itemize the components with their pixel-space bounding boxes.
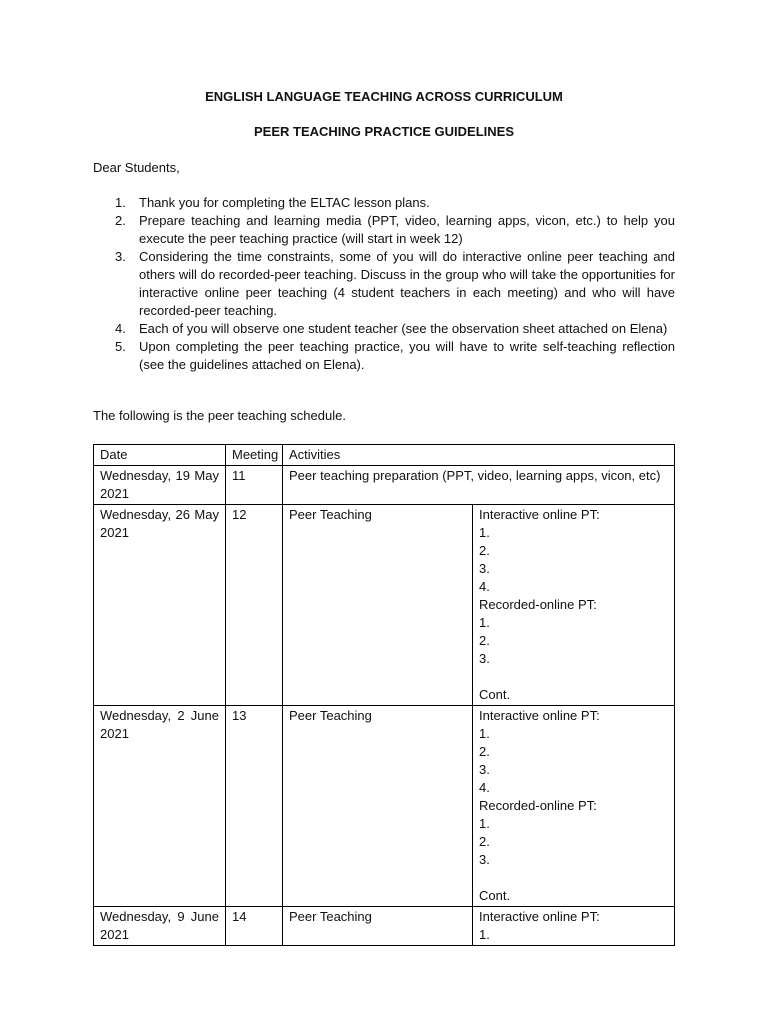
row-meeting: 14 <box>226 907 283 946</box>
step-text: Each of you will observe one student teacher (see the observation sheet attached on Elena) <box>139 321 668 336</box>
list-item <box>93 320 675 338</box>
header-meeting: Meeting <box>226 445 283 466</box>
interactive-pt-label: Interactive online PT: <box>479 909 600 924</box>
salutation: Dear Students, <box>93 160 180 175</box>
step-number: 4. <box>115 321 126 336</box>
recorded-pt-label: Recorded-online PT: <box>479 798 597 813</box>
row-date: Wednesday, 2 June 2021 <box>94 706 226 907</box>
slot-number: 1. <box>479 615 490 630</box>
slot-number: 3. <box>479 852 490 867</box>
blank-line <box>479 668 668 686</box>
list-item <box>93 338 675 374</box>
row-activity: Peer teaching preparation (PPT, video, learning apps, vicon, etc) <box>283 466 675 505</box>
step-text: Upon completing the peer teaching practice, you will have to write self-teaching reflection (see the guidelines attached on Elena). <box>139 339 675 372</box>
cont-label: Cont. <box>479 687 511 702</box>
row-meeting: 13 <box>226 706 283 907</box>
slot-number: 2. <box>479 543 490 558</box>
list-item <box>93 212 675 248</box>
slot-number: 3. <box>479 651 490 666</box>
table-row <box>94 466 675 505</box>
table-row <box>94 706 675 907</box>
schedule-table <box>93 444 675 946</box>
slot-number: 1. <box>479 927 490 942</box>
step-text: Thank you for completing the ELTAC lesson plans. <box>139 195 430 210</box>
pt-assignment-cell <box>473 505 675 706</box>
header-activities: Activities <box>283 445 675 466</box>
step-number: 3. <box>115 249 126 264</box>
row-activity: Peer Teaching <box>283 907 473 946</box>
slot-number: 4. <box>479 579 490 594</box>
document-subheading: PEER TEACHING PRACTICE GUIDELINES <box>253 124 515 139</box>
row-meeting: 11 <box>226 466 283 505</box>
guideline-steps <box>93 194 675 374</box>
list-item <box>93 248 675 320</box>
step-text: Considering the time constraints, some of you will do interactive online peer teaching and others will do recorded-peer teaching. Discuss in the group who will take the opportunities for interactive online peer teaching (4 student teachers in each meeting) and who will have recorded-peer teaching. <box>139 249 675 318</box>
recorded-pt-label: Recorded-online PT: <box>479 597 597 612</box>
interactive-pt-label: Interactive online PT: <box>479 708 600 723</box>
step-number: 1. <box>115 195 126 210</box>
slot-number: 2. <box>479 834 490 849</box>
slot-number: 4. <box>479 780 490 795</box>
slot-number: 1. <box>479 525 490 540</box>
slot-number: 2. <box>479 744 490 759</box>
pt-assignment-cell <box>473 706 675 907</box>
list-item <box>93 194 675 212</box>
slot-number: 2. <box>479 633 490 648</box>
slot-number: 1. <box>479 726 490 741</box>
header-date: Date <box>94 445 226 466</box>
row-date: Wednesday, 9 June 2021 <box>94 907 226 946</box>
interactive-pt-label: Interactive online PT: <box>479 507 600 522</box>
slot-number: 3. <box>479 561 490 576</box>
step-number: 5. <box>115 339 126 354</box>
step-number: 2. <box>115 213 126 228</box>
row-activity: Peer Teaching <box>283 505 473 706</box>
table-row <box>94 505 675 706</box>
table-row <box>94 907 675 946</box>
cont-label: Cont. <box>479 888 511 903</box>
document-heading: ENGLISH LANGUAGE TEACHING ACROSS CURRICULUM <box>205 89 563 104</box>
blank-line <box>479 869 668 887</box>
step-text: Prepare teaching and learning media (PPT, video, learning apps, vicon, etc.) to help you execute the peer teaching practice (will start in week 12) <box>139 213 675 246</box>
slot-number: 3. <box>479 762 490 777</box>
row-meeting: 12 <box>226 505 283 706</box>
pt-assignment-cell <box>473 907 675 946</box>
row-date: Wednesday, 19 May 2021 <box>94 466 226 505</box>
table-header-row <box>94 445 675 466</box>
slot-number: 1. <box>479 816 490 831</box>
row-activity: Peer Teaching <box>283 706 473 907</box>
schedule-intro: The following is the peer teaching schedule. <box>93 408 346 423</box>
row-date: Wednesday, 26 May 2021 <box>94 505 226 706</box>
